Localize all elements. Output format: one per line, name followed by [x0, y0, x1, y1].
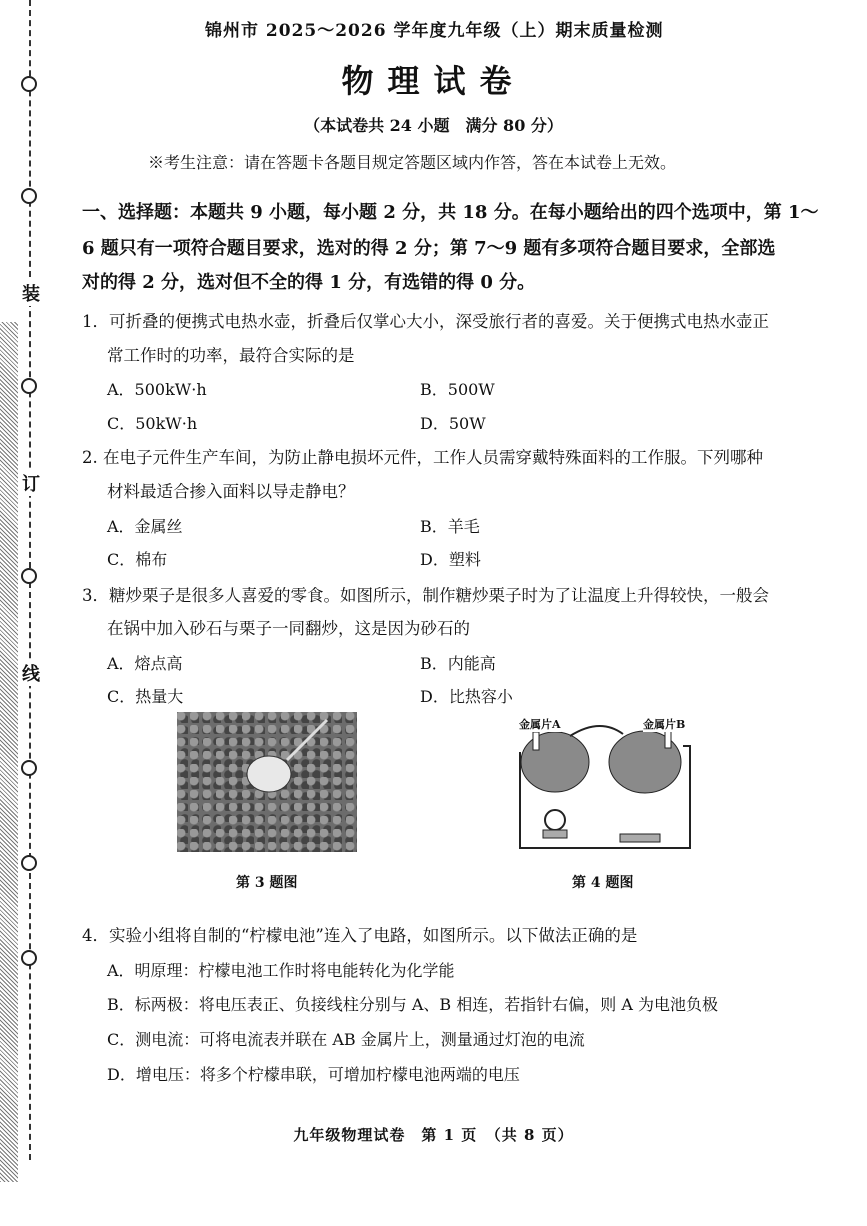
binding-hole — [21, 855, 37, 871]
exam-subtitle: （本试卷共 24 小题 满分 80 分） — [304, 116, 563, 135]
figure-3-caption: 第 3 题图 — [236, 875, 298, 891]
page-footer: 九年级物理试卷 第 1 页 （共 8 页） — [293, 1126, 574, 1144]
binding-hole — [21, 568, 37, 584]
exam-notice: ※考生注意：请在答题卡各题目规定答题区域内作答，答在本试卷上无效。 — [148, 153, 677, 172]
option-b: B．500W — [420, 380, 495, 399]
switch-icon — [620, 834, 660, 842]
option-a: A．金属丝 — [107, 517, 183, 536]
binding-char-zhuang: 装 — [20, 280, 42, 306]
option-b: B．标两极：将电压表正、负接线柱分别与 A、B 相连，若指针右偏，则 A 为电池负极 — [107, 995, 718, 1014]
binding-hole — [21, 188, 37, 204]
option-c: C．热量大 — [107, 687, 184, 706]
option-d: D．50W — [420, 414, 486, 433]
option-d: D．塑料 — [420, 550, 481, 569]
section-heading: 6 题只有一项符合题目要求，选对的得 2 分；第 7～9 题有多项符合题目要求，全部选 — [82, 238, 776, 259]
question-1-stem: 常工作时的功率，最符合实际的是 — [107, 346, 355, 365]
exam-header: 锦州市 2025～2026 学年度九年级（上）期末质量检测 — [205, 21, 664, 41]
page-title: 物理试卷 — [341, 62, 526, 100]
metal-plate-a — [533, 732, 539, 750]
binding-hatch — [0, 322, 18, 1182]
option-c: C．50kW·h — [107, 414, 198, 433]
binding-hole — [21, 378, 37, 394]
section-heading: 对的得 2 分，选对但不全的得 1 分，有选错的得 0 分。 — [82, 272, 536, 293]
question-4-stem: 4．实验小组将自制的“柠檬电池”连入了电路，如图所示。以下做法正确的是 — [82, 926, 638, 945]
option-a: A．明原理：柠檬电池工作时将电能转化为化学能 — [107, 961, 455, 980]
option-c: C．棉布 — [107, 550, 168, 569]
binding-char-xian: 线 — [20, 660, 42, 686]
label-metal-plate-b: 金属片B — [643, 718, 686, 731]
option-a: A．熔点高 — [107, 654, 183, 673]
chestnut-photo-detail — [177, 712, 357, 852]
option-b: B．内能高 — [420, 654, 496, 673]
lemon-battery-circuit-diagram — [515, 712, 705, 857]
question-2-stem: 材料最适合掺入面料以导走静电？ — [107, 482, 355, 501]
question-1-stem: 1．可折叠的便携式电热水壶，折叠后仅掌心大小，深受旅行者的喜爱。关于便携式电热水壶正 — [82, 312, 769, 331]
question-3-stem: 3．糖炒栗子是很多人喜爱的零食。如图所示，制作糖炒栗子时为了让温度上升得较快，一般会 — [82, 586, 769, 605]
metal-plate-b — [665, 730, 671, 748]
option-c: C．测电流：可将电流表并联在 AB 金属片上，测量通过灯泡的电流 — [107, 1030, 585, 1049]
question-2-stem: 2. 在电子元件生产车间，为防止静电损坏元件，工作人员需穿戴特殊面料的工作服。下列哪种 — [82, 448, 763, 467]
chestnut-photo — [177, 712, 357, 852]
option-d: D．增电压：将多个柠檬串联，可增加柠檬电池两端的电压 — [107, 1065, 520, 1084]
label-metal-plate-a: 金属片A — [519, 718, 561, 731]
binding-hole — [21, 760, 37, 776]
binding-hole — [21, 950, 37, 966]
option-b: B．羊毛 — [420, 517, 480, 536]
question-3-stem: 在锅中加入砂石与栗子一同翻炒，这是因为砂石的 — [107, 619, 470, 638]
figure-4-caption: 第 4 题图 — [572, 875, 634, 891]
bulb-icon — [545, 810, 565, 830]
option-d: D．比热容小 — [420, 687, 513, 706]
option-a: A．500kW·h — [107, 380, 207, 399]
binding-char-ding: 订 — [20, 470, 42, 496]
section-heading: 一、选择题：本题共 9 小题，每小题 2 分，共 18 分。在每小题给出的四个选项中，第 1～ — [82, 202, 819, 223]
